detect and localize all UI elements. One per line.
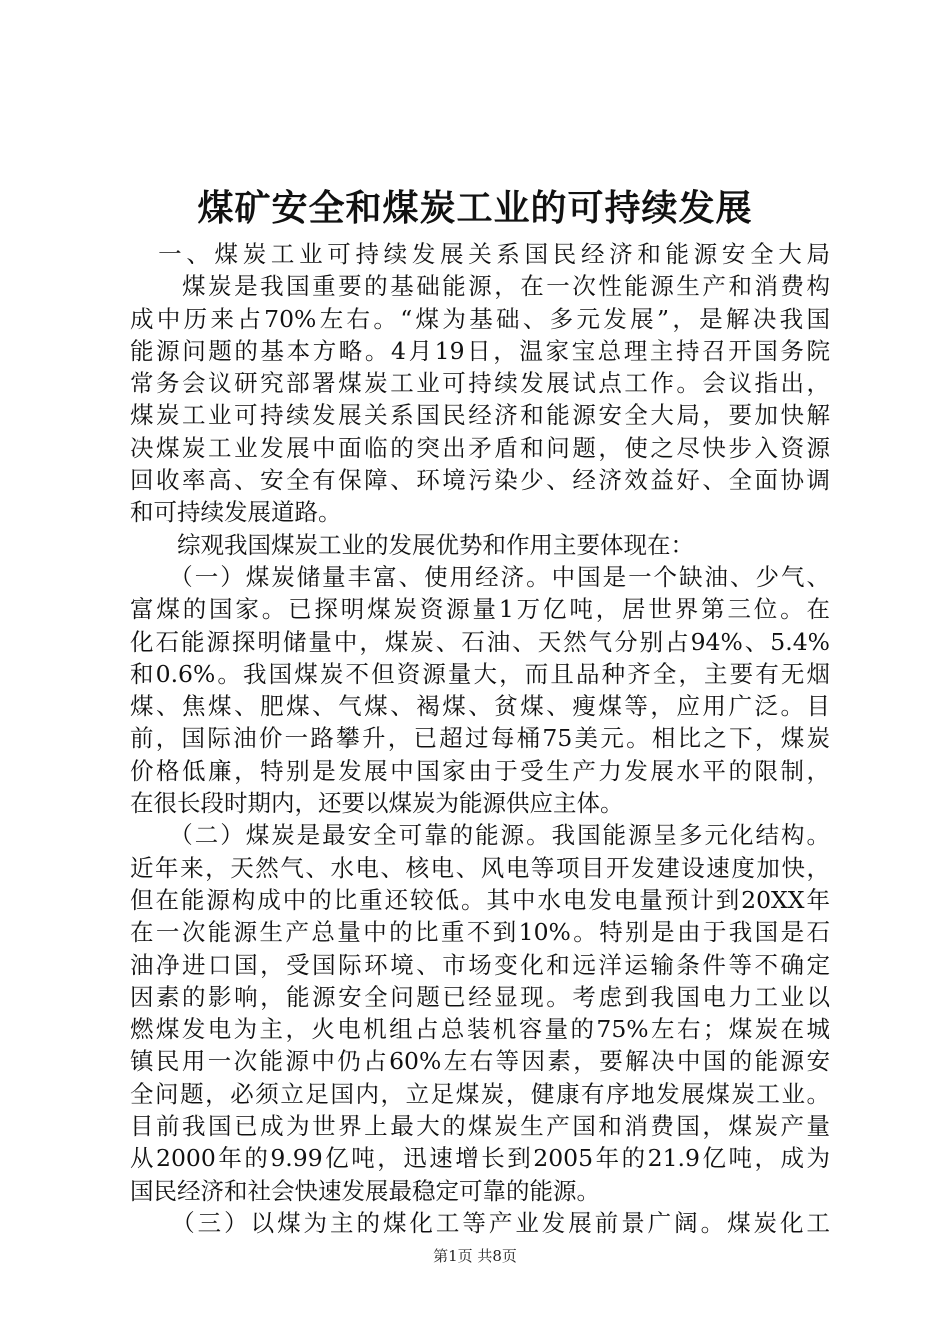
text-line: 前，国际油价一路攀升，已超过每桶75美元。相比之下，煤炭 [130, 724, 830, 753]
text-line: 近年来，天然气、水电、核电、风电等项目开发建设速度加快， [130, 853, 830, 882]
document-body [130, 238, 830, 1239]
text-line: 煤炭是我国重要的基础能源，在一次性能源生产和消费构 [130, 272, 830, 301]
text-line: 但在能源构成中的比重还较低。其中水电发电量预计到20XX年 [130, 885, 830, 914]
text-line: 化石能源探明储量中，煤炭、石油、天然气分别占94%、5.4% [130, 627, 830, 656]
text-line: 成中历来占70%左右。“煤为基础、多元发展”，是解决我国 [130, 304, 830, 333]
text-line: 镇民用一次能源中仍占60%左右等因素，要解决中国的能源安 [130, 1047, 830, 1076]
text-line: 全问题，必须立足国内，立足煤炭，健康有序地发展煤炭工业。 [130, 1079, 830, 1108]
text-line: 在很长段时期内，还要以煤炭为能源供应主体。 [130, 789, 624, 818]
text-line: 综观我国煤炭工业的发展优势和作用主要体现在： [130, 530, 694, 559]
text-line: 和0.6%。我国煤炭不但资源量大，而且品种齐全，主要有无烟 [130, 659, 830, 688]
text-line: 一、煤炭工业可持续发展关系国民经济和能源安全大局 [130, 240, 830, 268]
text-line: 因素的影响，能源安全问题已经显现。考虑到我国电力工业以 [130, 982, 830, 1011]
text-line: 决煤炭工业发展中面临的突出矛盾和问题，使之尽快步入资源 [130, 433, 830, 462]
document-title: 煤矿安全和煤炭工业的可持续发展 [197, 187, 753, 229]
text-line: 常务会议研究部署煤炭工业可持续发展试点工作。会议指出， [130, 369, 830, 398]
text-line: 目前我国已成为世界上最大的煤炭生产国和消费国，煤炭产量 [130, 1112, 830, 1141]
text-line: （三）以煤为主的煤化工等产业发展前景广阔。煤炭化工 [130, 1208, 830, 1237]
text-line: （二）煤炭是最安全可靠的能源。我国能源呈多元化结构。 [130, 821, 830, 850]
text-line: 从2000年的9.99亿吨，迅速增长到2005年的21.9亿吨，成为 [130, 1144, 830, 1173]
text-line: 油净进口国，受国际环境、市场变化和远洋运输条件等不确定 [130, 950, 830, 979]
text-line: 在一次能源生产总量中的比重不到10%。特别是由于我国是石 [130, 918, 830, 947]
text-line: 富煤的国家。已探明煤炭资源量1万亿吨，居世界第三位。在 [130, 595, 830, 624]
text-line: 和可持续发展道路。 [130, 498, 342, 527]
text-line: （一）煤炭储量丰富、使用经济。中国是一个缺油、少气、 [130, 562, 830, 591]
page-footer: 第1页 共8页 [433, 1247, 517, 1265]
text-line: 价格低廉，特别是发展中国家由于受生产力发展水平的限制， [130, 756, 830, 785]
text-line: 国民经济和社会快速发展最稳定可靠的能源。 [130, 1176, 600, 1205]
text-line: 燃煤发电为主，火电机组占总装机容量的75%左右；煤炭在城 [130, 1015, 830, 1044]
text-line: 能源问题的基本方略。4月19日，温家宝总理主持召开国务院 [130, 336, 830, 365]
text-line: 煤、焦煤、肥煤、气煤、褐煤、贫煤、瘦煤等，应用广泛。目 [130, 692, 830, 721]
text-line: 回收率高、安全有保障、环境污染少、经济效益好、全面协调 [130, 466, 830, 495]
text-line: 煤炭工业可持续发展关系国民经济和能源安全大局，要加快解 [130, 401, 830, 430]
